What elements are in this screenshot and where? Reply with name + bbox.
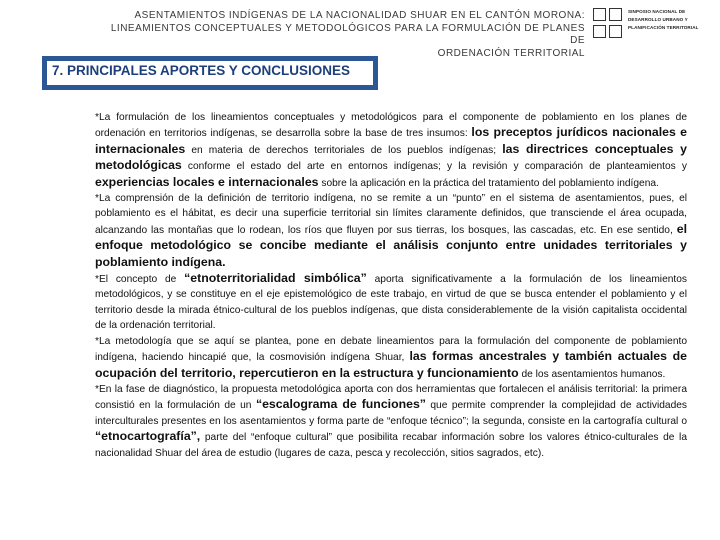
document-header <box>100 10 585 60</box>
paragraph-2: *La comprensión de la definición de territorio indígena, no se remite a un “punto” en el sistema de asentamientos, pues, el poblamiento es el hábitat, es decir una superficie territorial sin límites claramente definidos, que transciende el área ocupada, alcanzando las montañas que lo rodean, los ríos que fluyen por sus tierras, los bosques, las cascadas, etc. En ese sentido, el enfoque metodológico se concibe mediante el análisis conjunto entre unidades territoriales y poblamiento indígena. <box>95 193 687 269</box>
paragraph-5: *En la fase de diagnóstico, la propuesta metodológica aporta con dos herramientas que fortalecen el análisis territorial: la primera consistió en la formulación de un “escalograma de funciones” que permite comprender la complejidad de actividades interculturales presentes en los asentamientos y forma parte de “enfoque técnico”; la segunda, consiste en la cartografía cultural o “etnocartografía”, parte del “enfoque cultural” que posibilita recabar información sobre los valores étnico-culturales de la nacionalidad Shuar del área de estudio (lugares de caza, pesca y recolección, sitios sagrados, etc). <box>95 383 688 459</box>
header-line-2: LINEAMIENTOS CONCEPTUALES Y METODOLÓGICOS PARA LA FORMULACIÓN DE PLANES DE <box>110 22 585 46</box>
paragraph-1: *La formulación de los lineamientos conceptuales y metodológicos para el componente de poblamiento en los planes de ordenación en territorios indígenas, se desarrolla sobre la base de tres insumos: los preceptos jurídicos nacionales e internacionales en materia de derechos territoriales de los pueblos indígenas; las directrices conceptuales y metodológicas conforme el estado del arte en entornos indígenas; y la revisión y comparación de planteamientos y experiencias locales e internacionales sobre la aplicación en la práctica del tratamiento del poblamiento indígena. <box>95 112 687 189</box>
logo-text: SINPOSIO NACIONAL DE DESARROLLO URBANO Y PLANIFICACIÓN TERRITORIAL <box>628 9 699 30</box>
paragraph-4: *La metodología que se aquí se plantea, pone en debate lineamientos para la formulación del componente de poblamiento indígena, haciendo hincapié que, la cosmovisión indígena Shuar, las formas ancestrales y también actuales de ocupación del territorio, repercutieron en la estructura y funcionamiento de los asentamientos humanos. <box>95 335 687 380</box>
paragraph-3: *El concepto de “etnoterritorialidad simbólica” aporta significativamente a la formulación de los lineamientos metodológicos, y se constituye en el eje epistemológico de este trabajo, en virtud de que se busca entender el poblamiento y el territorio desde la mirada étnico-cultural de los pueblos indígenas, que dista considerablemente de la visión capitalista occidental de la ordenación territorial. <box>95 271 687 332</box>
symposium-logo <box>593 6 717 42</box>
logo-squares-icon <box>593 8 623 40</box>
conclusions-body <box>95 110 687 461</box>
section-title: 7. PRINCIPALES APORTES Y CONCLUSIONES <box>52 63 351 78</box>
header-line-3: ORDENACIÓN TERRITORIAL <box>437 47 585 59</box>
section-title-box <box>42 56 378 90</box>
header-line-1: ASENTAMIENTOS INDÍGENAS DE LA NACIONALIDAD SHUAR EN EL CANTÓN MORONA: <box>134 10 585 21</box>
